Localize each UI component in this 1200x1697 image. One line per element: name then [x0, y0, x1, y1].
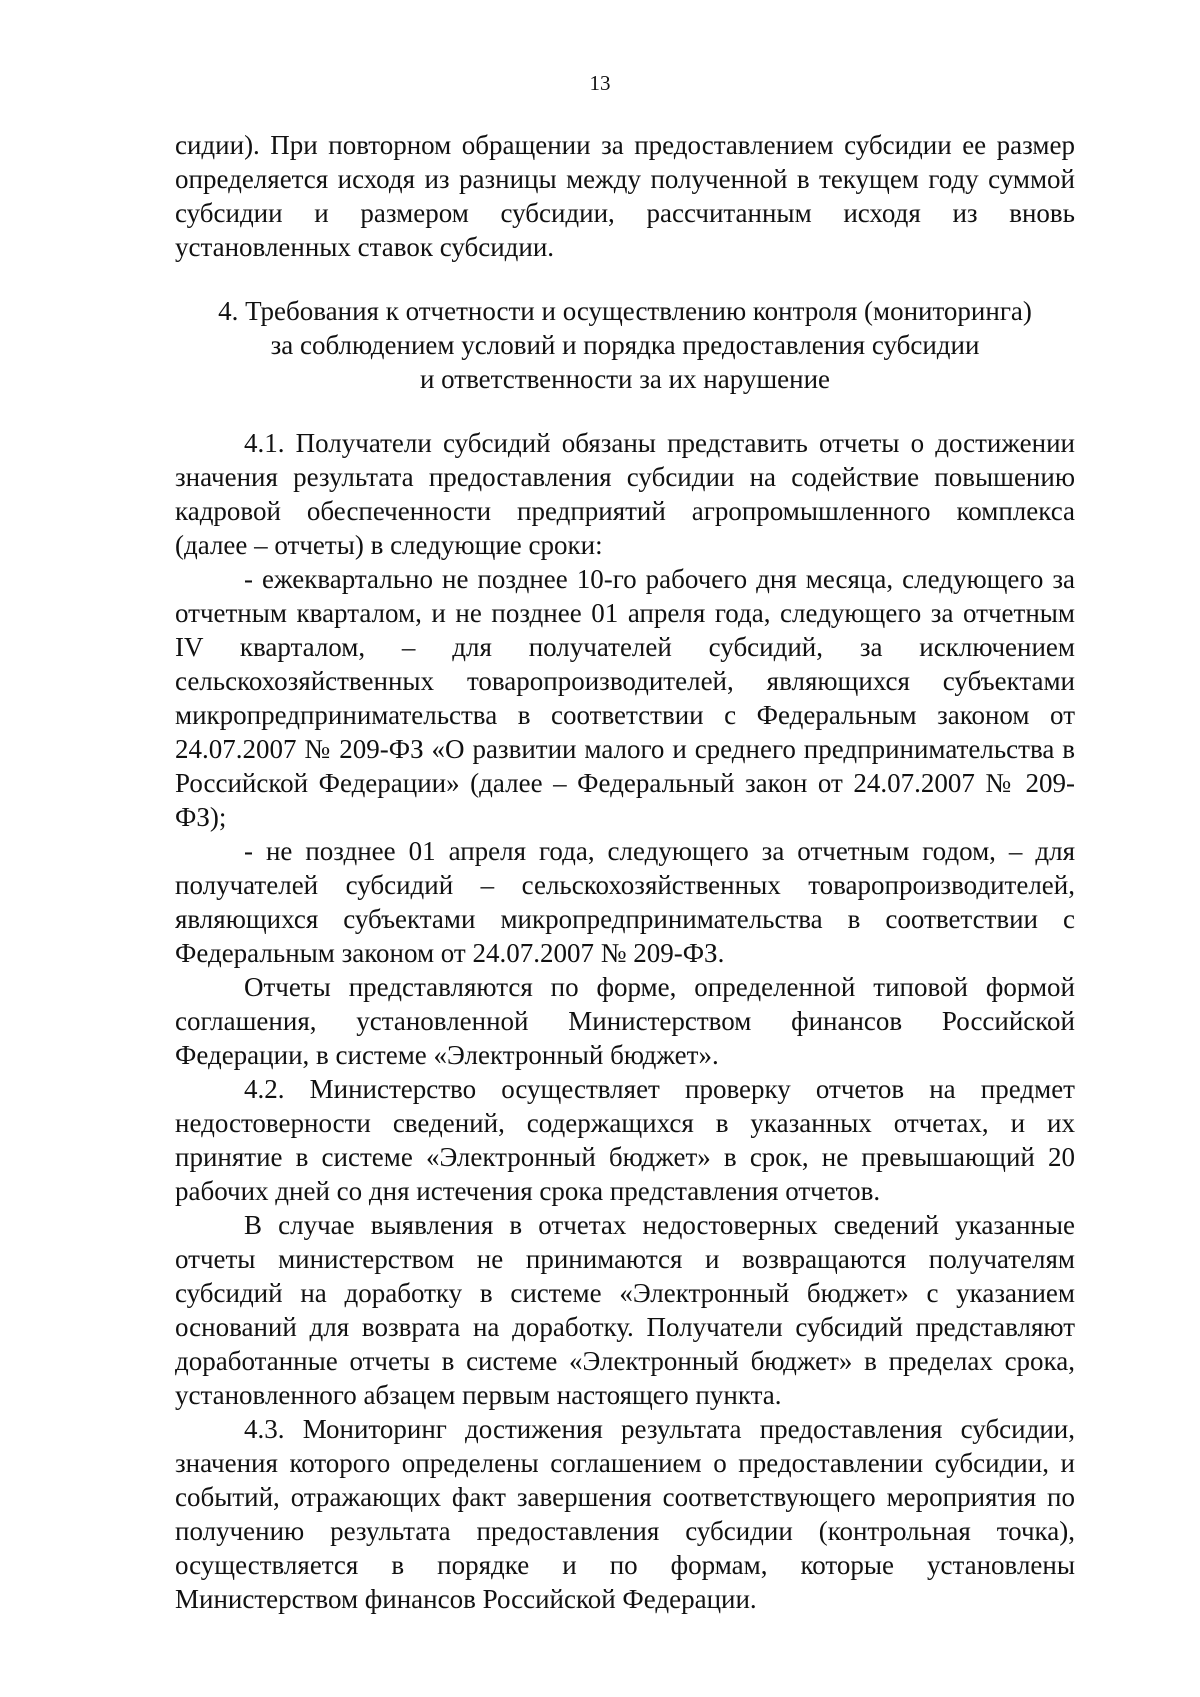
- paragraph-quarterly-deadline: - ежеквартально не позднее 10-го рабочего дня месяца, следующего за отчетным кварталом, и не позднее 01 апреля года, следующего за отчетным IV кварталом, – для получателей субсидий, за исключением сельскохозяйственных товаропроизводителей, являющихся субъектами микропредпринимательства в соответствии с Федеральным законом от 24.07.2007 № 209-ФЗ «О развитии малого и среднего предпринимательства в Российской Федерации» (далее – Федеральный закон от 24.07.2007 № 209-ФЗ);: [175, 564, 1075, 832]
- paragraph-continuation: сидии). При повторном обращении за предоставлением субсидии ее размер определяется исходя из разницы между полученной в текущем году суммой субсидии и размером субсидии, рассчитанным исходя из вновь установленных ставок субсидии.: [175, 130, 1075, 262]
- page-number: 13: [589, 71, 611, 95]
- paragraph-4-1: 4.1. Получатели субсидий обязаны представить отчеты о достижении значения результата предоставления субсидии на содействие повышению кадровой обеспеченности предприятий агропромышленного комплекса (далее – отчеты) в следующие сроки:: [175, 428, 1075, 560]
- section-heading-line-1: 4. Требования к отчетности и осуществлению контроля (мониторинга): [218, 296, 1032, 326]
- section-heading-line-3: и ответственности за их нарушение: [419, 364, 831, 394]
- paragraph-4-3: 4.3. Мониторинг достижения результата предоставления субсидии, значения которого определены соглашением о предоставлении субсидии, и событий, отражающих факт завершения соответствующего мероприятия по получению результата предоставления субсидии (контрольная точка), осуществляется в порядке и по формам, которые установлены Министерством финансов Российской Федерации.: [175, 1414, 1075, 1614]
- paragraph-annual-deadline: - не позднее 01 апреля года, следующего за отчетным годом, – для получателей субсидий – сельскохозяйственных товаропроизводителей, являющихся субъектами микропредпринимательства в соответствии с Федеральным законом от 24.07.2007 № 209-ФЗ.: [175, 836, 1075, 968]
- section-heading-line-2: за соблюдением условий и порядка предоставления субсидии: [270, 330, 980, 360]
- section-heading: [175, 294, 1075, 396]
- paragraph-report-form: Отчеты представляются по форме, определенной типовой формой соглашения, установленной Министерством финансов Российской Федерации, в системе «Электронный бюджет».: [175, 972, 1075, 1070]
- paragraph-4-2: 4.2. Министерство осуществляет проверку отчетов на предмет недостоверности сведений, содержащихся в указанных отчетах, и их принятие в системе «Электронный бюджет» в срок, не превышающий 20 рабочих дней со дня истечения срока представления отчетов.: [175, 1074, 1075, 1206]
- document-body: [175, 128, 1075, 1616]
- paragraph-rejection: В случае выявления в отчетах недостоверных сведений указанные отчеты министерством не принимаются и возвращаются получателям субсидий на доработку в системе «Электронный бюджет» с указанием оснований для возврата на доработку. Получатели субсидий представляют доработанные отчеты в системе «Электронный бюджет» в пределах срока, установленного абзацем первым настоящего пункта.: [175, 1210, 1075, 1410]
